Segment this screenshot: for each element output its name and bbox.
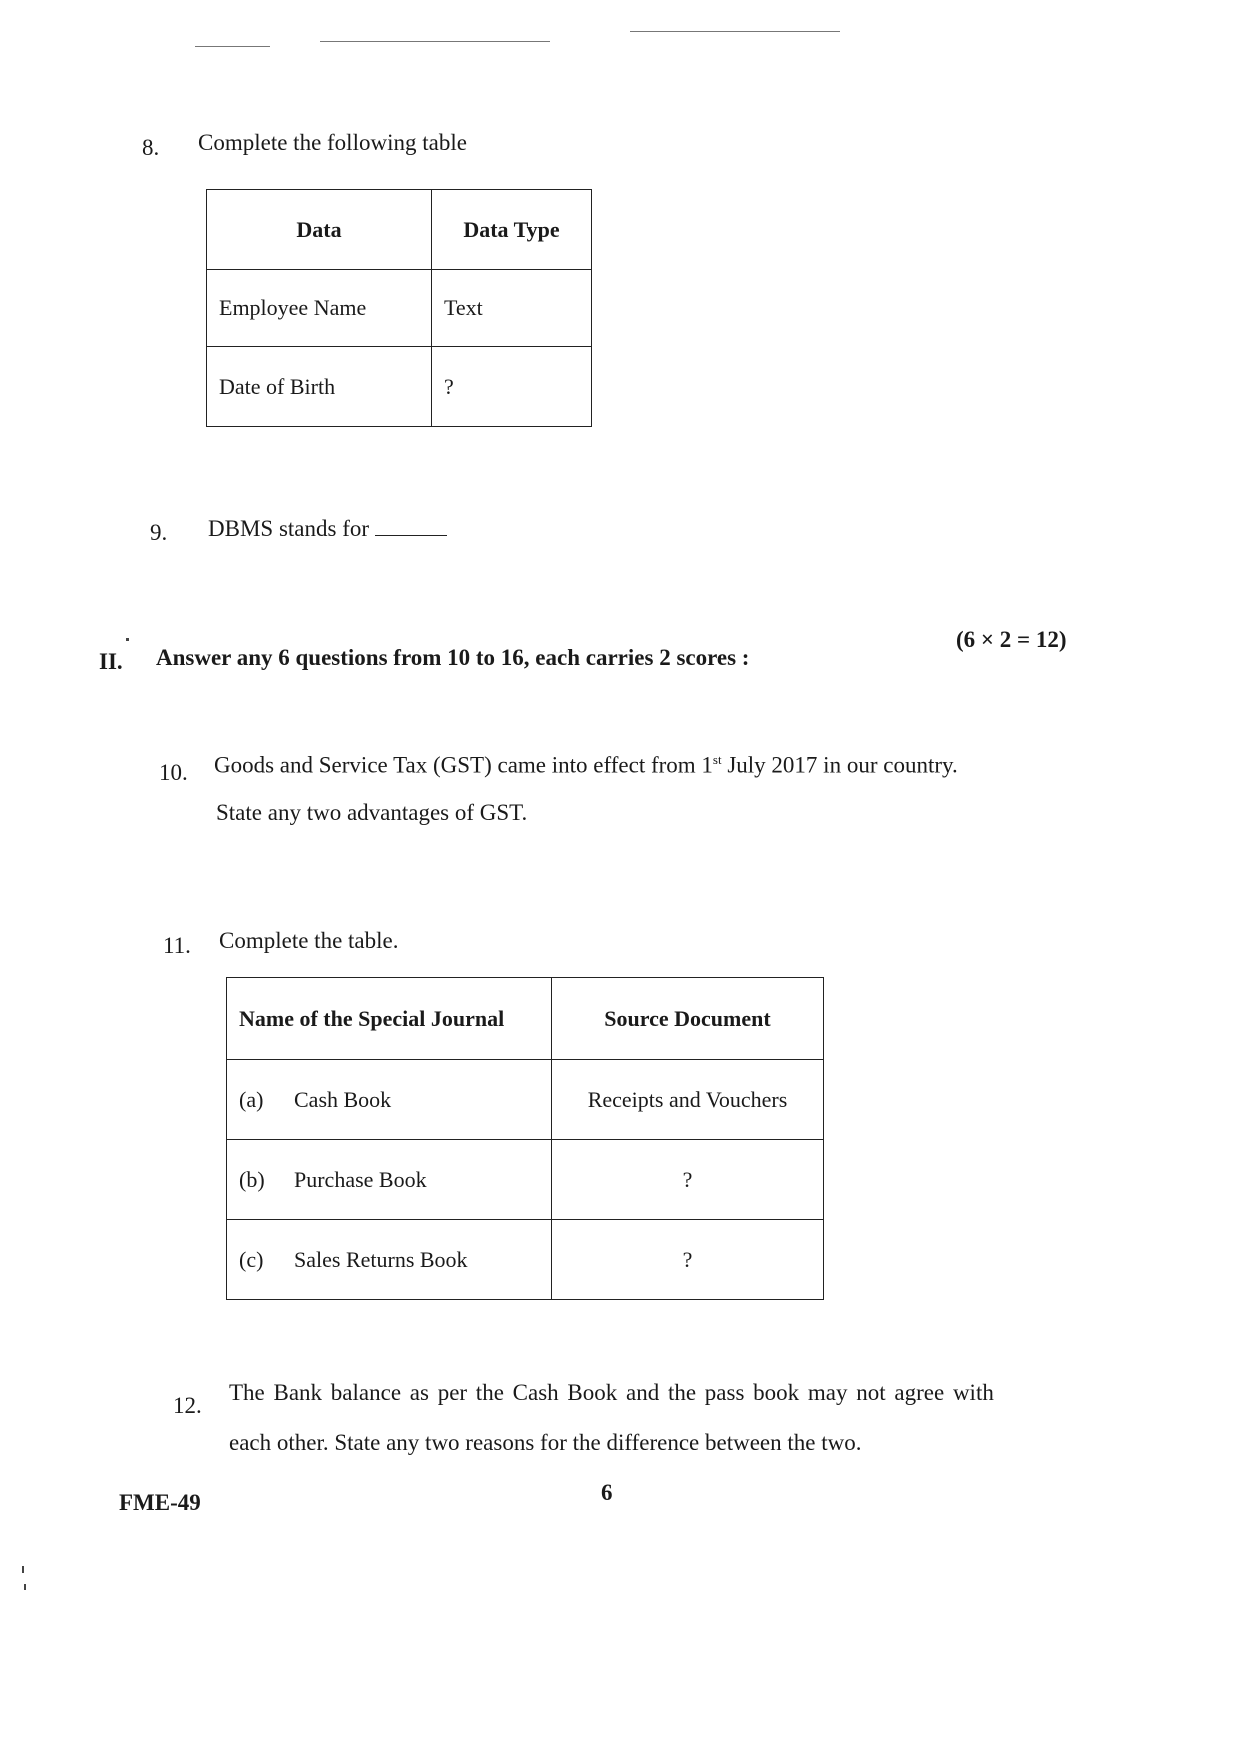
table-header-data: Data — [207, 190, 432, 270]
q10-line1 — [214, 752, 958, 779]
q8-text: Complete the following table — [198, 130, 467, 155]
section-label: II. — [99, 649, 123, 674]
q10-superscript: st — [712, 752, 722, 767]
row-label: (c) — [239, 1246, 264, 1272]
q10-number: 10. — [159, 760, 188, 785]
table-cell — [227, 1220, 552, 1300]
journal-name: Sales Returns Book — [294, 1246, 468, 1272]
scan-line — [630, 31, 840, 32]
q10-line2: State any two advantages of GST. — [216, 800, 528, 825]
table-row — [227, 1060, 824, 1140]
q9-label: DBMS stands for — [208, 516, 370, 541]
row-label: (b) — [239, 1166, 265, 1192]
answer-blank — [375, 517, 447, 536]
q12-line1: The Bank balance as per the Cash Book and the pass book may not agree with — [229, 1380, 994, 1405]
q10-line1-text: Goods and Service Tax (GST) came into effect from 1 — [214, 752, 713, 778]
special-journal-table — [226, 977, 824, 1300]
scan-mark — [24, 1584, 26, 1590]
paper-code: FME-49 — [119, 1490, 201, 1515]
table-header-journal: Name of the Special Journal — [227, 978, 552, 1060]
row-label: (a) — [239, 1086, 264, 1112]
q11-number: 11. — [163, 933, 191, 958]
q10-line1-rest: July 2017 in our country. — [721, 752, 958, 778]
table-cell — [227, 1060, 552, 1140]
scan-line — [195, 46, 270, 47]
table-cell: Date of Birth — [207, 347, 432, 427]
table-row — [227, 1220, 824, 1300]
table-row — [207, 270, 592, 347]
table-cell: Receipts and Vouchers — [552, 1060, 824, 1140]
journal-name: Purchase Book — [294, 1166, 427, 1192]
q12-line2: each other. State any two reasons for the difference between the two. — [229, 1430, 862, 1455]
table-cell: ? — [552, 1140, 824, 1220]
page-number: 6 — [601, 1480, 613, 1505]
scan-line — [320, 41, 550, 42]
scan-mark — [22, 1566, 24, 1573]
q9-text — [208, 516, 447, 542]
table-cell — [227, 1140, 552, 1220]
table-header-data-type: Data Type — [432, 190, 592, 270]
table-row — [227, 1140, 824, 1220]
section-instruction: Answer any 6 questions from 10 to 16, each carries 2 scores : — [156, 645, 750, 670]
table-cell: Text — [432, 270, 592, 347]
table-cell: ? — [552, 1220, 824, 1300]
journal-name: Cash Book — [294, 1086, 392, 1112]
q12-number: 12. — [173, 1393, 202, 1418]
table-cell: ? — [432, 347, 592, 427]
q11-text: Complete the table. — [219, 928, 399, 953]
table-header-source-document: Source Document — [552, 978, 824, 1060]
data-type-table — [206, 189, 592, 427]
table-row — [207, 347, 592, 427]
section-marks: (6 × 2 = 12) — [956, 627, 1067, 652]
q9-number: 9. — [150, 520, 168, 545]
q8-number: 8. — [142, 135, 160, 160]
table-cell: Employee Name — [207, 270, 432, 347]
scan-mark — [126, 638, 129, 641]
